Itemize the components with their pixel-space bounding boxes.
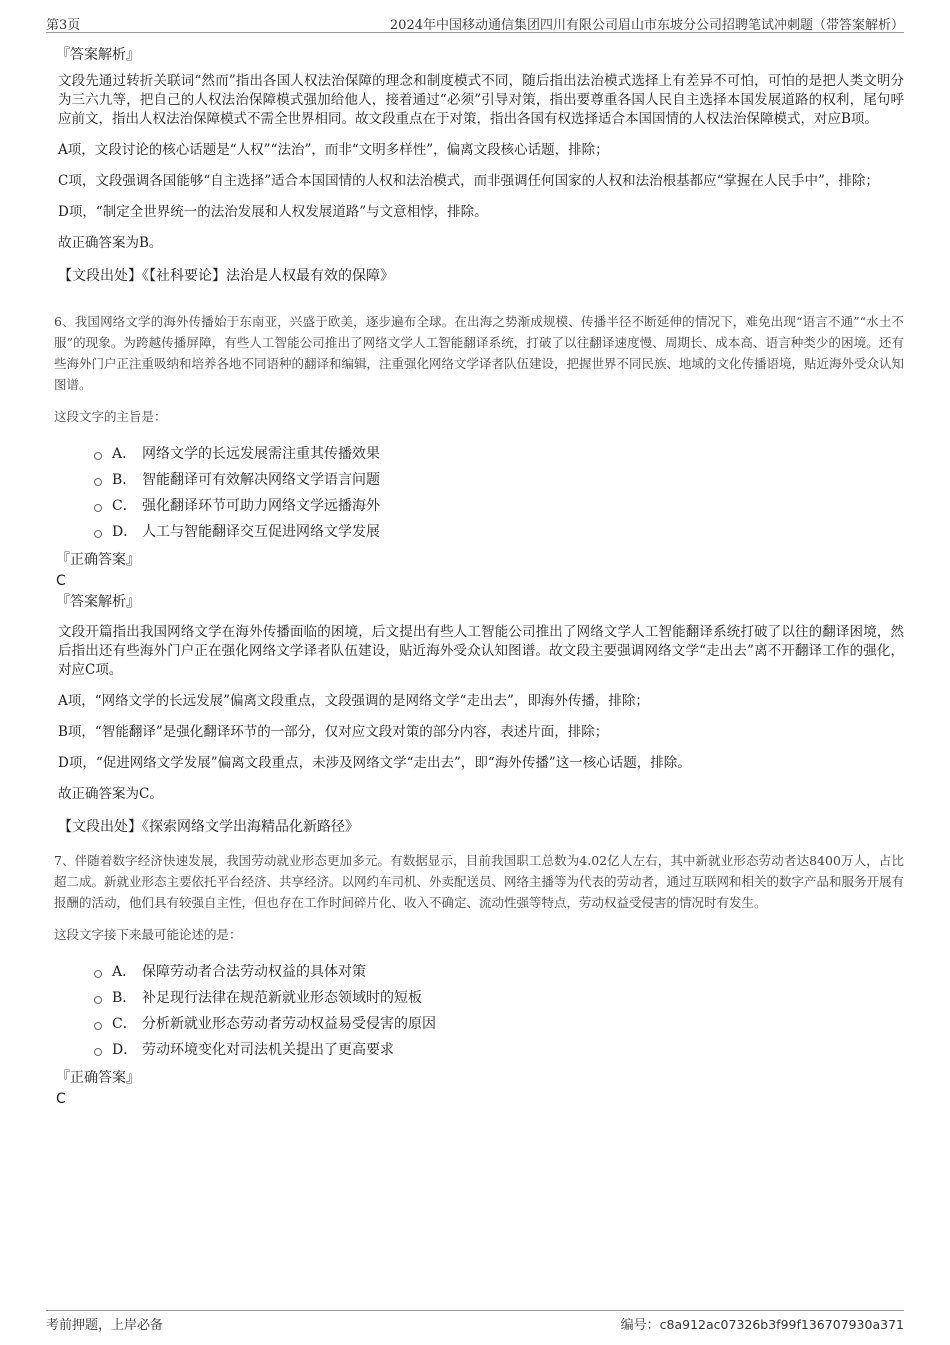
question-text: 6、我国网络文学的海外传播始于东南亚，兴盛于欧美，逐步遍布全球。在出海之势渐成规模、传播半径不断延伸的情况下，难免出现“语言不通”“水土不服”的现象。为跨越传播屏障，有些人工智能公司推出了网络文学人工智能翻译系统，打破了以往翻译速度慢、周期长、成本高、语言种类少的困境。还有些海外门户正注重吸纳和培养各地不同语种的翻译和编辑，注重强化网络文学译者队伍建设，把握世界不同民族、地域的文化传播语境，贴近海外受众认知图谱。 (54, 314, 905, 392)
passage-source: 【文段出处】《【社科要论】法治是人权最有效的保障》 (58, 268, 394, 284)
analysis-tag: 『答案解析』 (56, 47, 140, 63)
analysis-text: 文段开篇指出我国网络文学在海外传播面临的困境，后文提出有些人工智能公司推出了网络文学人工智能翻译系统打破了以往的翻译困境，然后指出还有些海外门户正在强化网络文学译者队伍建设，贴近海外受众认知图谱。故文段主要强调网络文学“走出去”离不开翻译工作的强化，对应C项。 (58, 624, 904, 678)
analysis-tag: 『答案解析』 (56, 594, 140, 610)
radio-icon[interactable] (94, 530, 102, 538)
option-list (94, 441, 904, 545)
radio-icon[interactable] (94, 1022, 102, 1030)
answer-value: C (56, 1091, 66, 1107)
radio-icon[interactable] (94, 452, 102, 460)
option-letter: A． (112, 964, 137, 980)
radio-icon[interactable] (94, 504, 102, 512)
passage-source: 【文段出处】《探索网络文学出海精品化新路径》 (58, 819, 359, 835)
option-text: 强化翻译环节可助力网络文学远播海外 (142, 498, 380, 514)
document-title: 2024年中国移动通信集团四川有限公司眉山市东坡分公司招聘笔试冲刺题（带答案解析） (389, 18, 904, 33)
question-text: 7、伴随着数字经济快速发展，我国劳动就业形态更加多元。有数据显示，目前我国职工总数为4.02亿人左右，其中新就业形态劳动者达8400万人，占比超二成。新就业形态主要依托平台经济、共享经济。以网约车司机、外卖配送员、网络主播等为代表的劳动者，通过互联网和相关的数字产品和服务开展有报酬的活动，他们具有较强自主性，但也存在工作时间碎片化、收入不确定、流动性强等特点，劳动权益受侵害的情况时有发生。 (54, 853, 905, 910)
option-text: 劳动环境变化对司法机关提出了更高要求 (142, 1042, 394, 1058)
option-letter: D． (112, 1042, 138, 1058)
option-list (94, 959, 904, 1063)
analysis-text: 文段先通过转折关联词“然而”指出各国人权法治保障的理念和制度模式不同，随后指出法治模式选择上有差异不可怕，可怕的是把人类文明分为三六九等，把自己的人权法治保障模式强加给他人，接着通过“必须”引导对策，指出要尊重各国人民自主选择本国发展道路的权利，尾句呼应前文，指出人权法治保障模式不需全世界相同。故文段重点在于对策，指出各国有权选择适合本国国情的人权法治保障模式，对应B项。 (58, 73, 904, 127)
option-text: 网络文学的长远发展需注重其传播效果 (142, 446, 380, 462)
analysis-option-c: C项，文段强调各国能够“自主选择”适合本国国情的人权和法治模式，而非强调任何国家的人权和法治根基都应“掌握在人民手中”，排除； (58, 173, 879, 189)
option-text: 人工与智能翻译交互促进网络文学发展 (142, 524, 380, 540)
document-id-value: c8a912ac07326b3f99f136707930a371 (659, 1317, 904, 1332)
analysis-option-d: D项，“制定全世界统一的法治发展和人权发展道路”与文意相悖，排除。 (58, 204, 488, 220)
option-letter: C． (112, 1016, 137, 1032)
analysis-conclusion: 故正确答案为B。 (58, 235, 163, 251)
option-letter: B． (112, 990, 137, 1006)
option-c[interactable] (94, 1011, 904, 1037)
radio-icon[interactable] (94, 1048, 102, 1056)
option-a[interactable] (94, 441, 904, 467)
option-d[interactable] (94, 1037, 904, 1063)
analysis-conclusion: 故正确答案为C。 (58, 786, 163, 802)
answer-tag: 『正确答案』 (56, 1070, 140, 1086)
question-prompt: 这段文字的主旨是： (54, 409, 167, 424)
option-b[interactable] (94, 467, 904, 493)
analysis-option-a: A项，“网络文学的长远发展”偏离文段重点，文段强调的是网络文学“走出去”，即海外传播，排除； (58, 693, 649, 709)
option-letter: B． (112, 472, 137, 488)
option-text: 保障劳动者合法劳动权益的具体对策 (142, 964, 366, 980)
radio-icon[interactable] (94, 970, 102, 978)
option-text: 分析新就业形态劳动者劳动权益易受侵害的原因 (142, 1016, 436, 1032)
analysis-option-d: D项，“促进网络文学发展”偏离文段重点，未涉及网络文学“走出去”，即“海外传播”这一核心话题，排除。 (58, 755, 691, 771)
option-letter: A． (112, 446, 137, 462)
radio-icon[interactable] (94, 996, 102, 1004)
option-b[interactable] (94, 985, 904, 1011)
page-number: 第3页 (46, 18, 81, 33)
option-d[interactable] (94, 519, 904, 545)
analysis-option-a: A项，文段讨论的核心话题是“人权”“法治”，而非“文明多样性”，偏离文段核心话题，排除； (58, 142, 609, 158)
document-id (621, 1314, 904, 1333)
q5-analysis-section (46, 44, 904, 287)
analysis-option-b: B项，“智能翻译”是强化翻译环节的一部分，仅对应文段对策的部分内容，表述片面，排除； (58, 724, 609, 740)
footer-slogan: 考前押题，上岸必备 (46, 1318, 164, 1333)
answer-value: C (56, 573, 66, 589)
option-c[interactable] (94, 493, 904, 519)
option-letter: D． (112, 524, 138, 540)
document-id-label: 编号： (620, 1318, 660, 1333)
page-footer (46, 1310, 904, 1333)
question-7 (46, 850, 904, 1109)
page-header (46, 12, 904, 33)
option-letter: C． (112, 498, 137, 514)
question-6 (46, 311, 904, 838)
option-a[interactable] (94, 959, 904, 985)
option-text: 补足现行法律在规范新就业形态领域时的短板 (142, 990, 422, 1006)
answer-tag: 『正确答案』 (56, 552, 140, 568)
question-prompt: 这段文字接下来最可能论述的是： (54, 927, 242, 942)
document-body (46, 44, 904, 1109)
option-text: 智能翻译可有效解决网络文学语言问题 (142, 472, 380, 488)
radio-icon[interactable] (94, 478, 102, 486)
